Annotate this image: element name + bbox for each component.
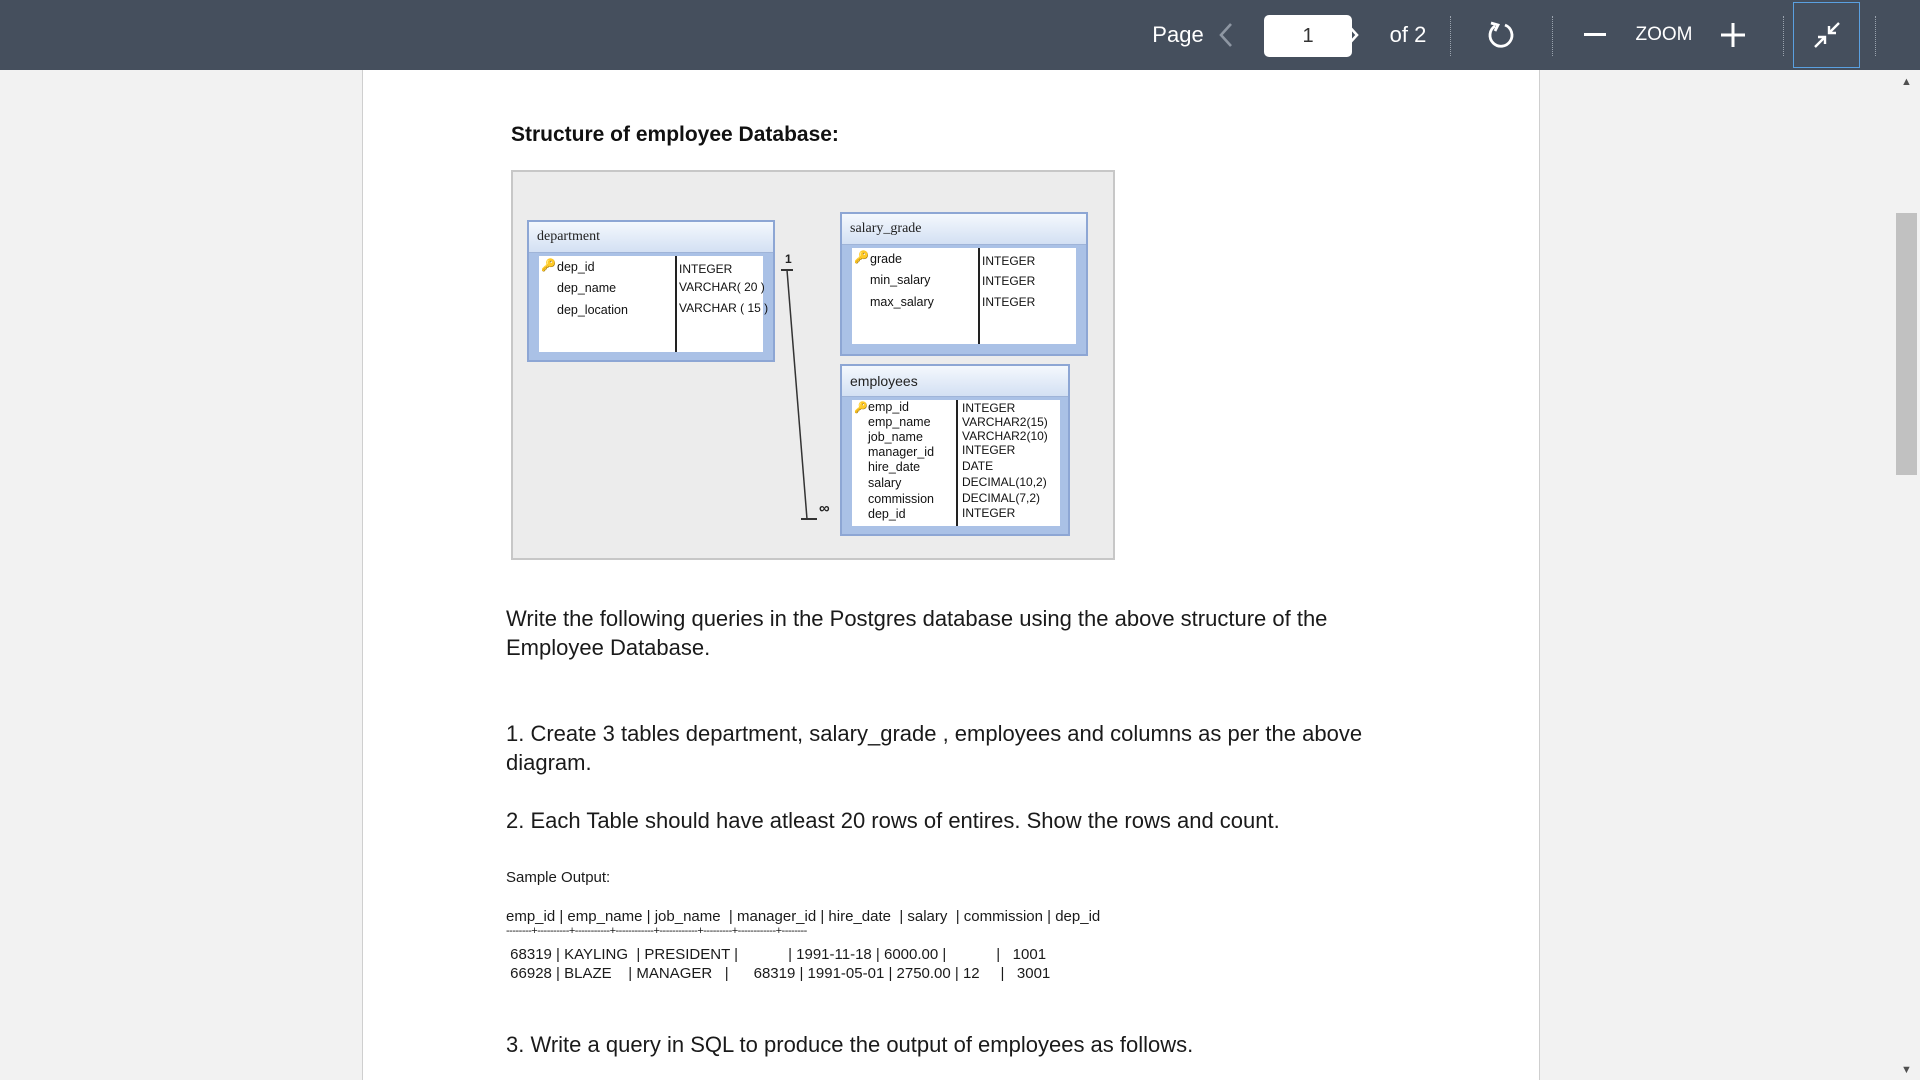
pdf-toolbar — [0, 0, 1920, 70]
er-diagram — [511, 170, 1115, 560]
question-3: 3. Write a query in SQL to produce the output of employees as follows. — [506, 1032, 1194, 1057]
previous-page-button[interactable] — [1206, 0, 1246, 70]
toolbar-divider — [1552, 16, 1553, 56]
chevron-right-icon — [1344, 22, 1360, 48]
employees-field: job_name — [868, 430, 923, 444]
department-type: VARCHAR ( 15 ) — [679, 301, 769, 315]
primary-key-icon: 🔑 — [854, 402, 868, 414]
employees-field: hire_date — [868, 460, 921, 474]
employees-type: INTEGER — [962, 506, 1016, 520]
employees-type: INTEGER — [962, 401, 1016, 415]
salary-grade-type: INTEGER — [982, 254, 1036, 268]
next-page-button[interactable] — [1332, 0, 1372, 70]
department-field: dep_location — [557, 303, 628, 317]
exit-fullscreen-button[interactable] — [1793, 2, 1860, 68]
employees-type: DATE — [962, 459, 994, 473]
employees-title: employees — [842, 366, 1068, 397]
page-heading: Structure of employee Database: — [511, 123, 839, 146]
question-1: 1. Create 3 tables department, salary_grade , employees and columns as per the above diagram. — [506, 721, 1363, 775]
scroll-down-icon[interactable]: ▼ — [1901, 1064, 1912, 1076]
rotate-button[interactable] — [1481, 0, 1521, 70]
employees-type: INTEGER — [962, 443, 1016, 457]
zoom-out-button[interactable] — [1580, 0, 1610, 70]
employees-field: commission — [868, 492, 934, 506]
primary-key-icon: 🔑 — [541, 258, 556, 272]
employees-type: VARCHAR2(10) — [962, 429, 1048, 443]
minimize-icon — [1813, 21, 1841, 49]
sample-output-header: emp_id | emp_name | job_name | manager_id | hire_date | salary | commission | dep_id — [506, 908, 1101, 925]
employees-type: DECIMAL(7,2) — [962, 491, 1041, 505]
sample-output-row: 66928 | BLAZE | MANAGER | 68319 | 1991-05-01 | 2750.00 | 12 | 3001 — [506, 965, 1051, 982]
sample-output-label: Sample Output: — [506, 869, 611, 886]
salary-grade-type: INTEGER — [982, 274, 1036, 288]
department-type: VARCHAR( 20 ) — [679, 280, 765, 294]
employees-field: emp_id — [868, 400, 909, 414]
employees-field: dep_id — [868, 507, 906, 521]
rotate-icon — [1485, 19, 1517, 51]
zoom-in-button[interactable] — [1718, 0, 1748, 70]
employees-field: salary — [868, 476, 902, 490]
chevron-left-icon — [1218, 22, 1234, 48]
department-title: department — [529, 222, 773, 253]
salary-grade-type: INTEGER — [982, 295, 1036, 309]
intro-paragraph: Write the following queries in the Postgres database using the above structure of the Employee Database. — [506, 606, 1328, 660]
page-total: of 2 — [1389, 22, 1427, 47]
department-field: dep_id — [557, 260, 595, 274]
salary-grade-field: max_salary — [870, 295, 934, 309]
department-type: INTEGER — [679, 262, 733, 276]
scroll-up-icon[interactable]: ▲ — [1901, 76, 1912, 88]
toolbar-divider — [1783, 16, 1784, 56]
toolbar-divider — [1450, 16, 1451, 56]
employees-field: emp_name — [868, 415, 931, 429]
relationship-connector — [513, 172, 1113, 558]
vertical-scrollbar[interactable] — [1893, 70, 1920, 1080]
salary-grade-field: min_salary — [870, 273, 931, 287]
salary-grade-title: salary_grade — [842, 214, 1086, 245]
question-2: 2. Each Table should have atleast 20 rows of entires. Show the rows and count. — [506, 808, 1280, 833]
employees-type: VARCHAR2(15) — [962, 415, 1048, 429]
sample-output-row: 68319 | KAYLING | PRESIDENT | | 1991-11-18 | 6000.00 | | 1001 — [506, 946, 1047, 963]
scrollbar-thumb[interactable] — [1896, 213, 1917, 475]
salary-grade-field: grade — [870, 252, 902, 266]
zoom-label: ZOOM — [1635, 24, 1693, 45]
minus-icon — [1584, 33, 1606, 37]
toolbar-divider — [1875, 16, 1876, 56]
plus-icon — [1721, 23, 1745, 47]
employees-type: DECIMAL(10,2) — [962, 475, 1047, 489]
department-field: dep_name — [557, 281, 617, 295]
page-label: Page — [1152, 22, 1204, 47]
relation-one-label: 1 — [785, 252, 792, 266]
relation-many-label: ∞ — [819, 500, 830, 517]
document-page — [362, 70, 1540, 1080]
primary-key-icon: 🔑 — [854, 250, 869, 264]
employees-field: manager_id — [868, 445, 935, 459]
sample-output-divider: --------+----------+-----------+------------+------------+---------+------------+-------- — [506, 925, 807, 937]
